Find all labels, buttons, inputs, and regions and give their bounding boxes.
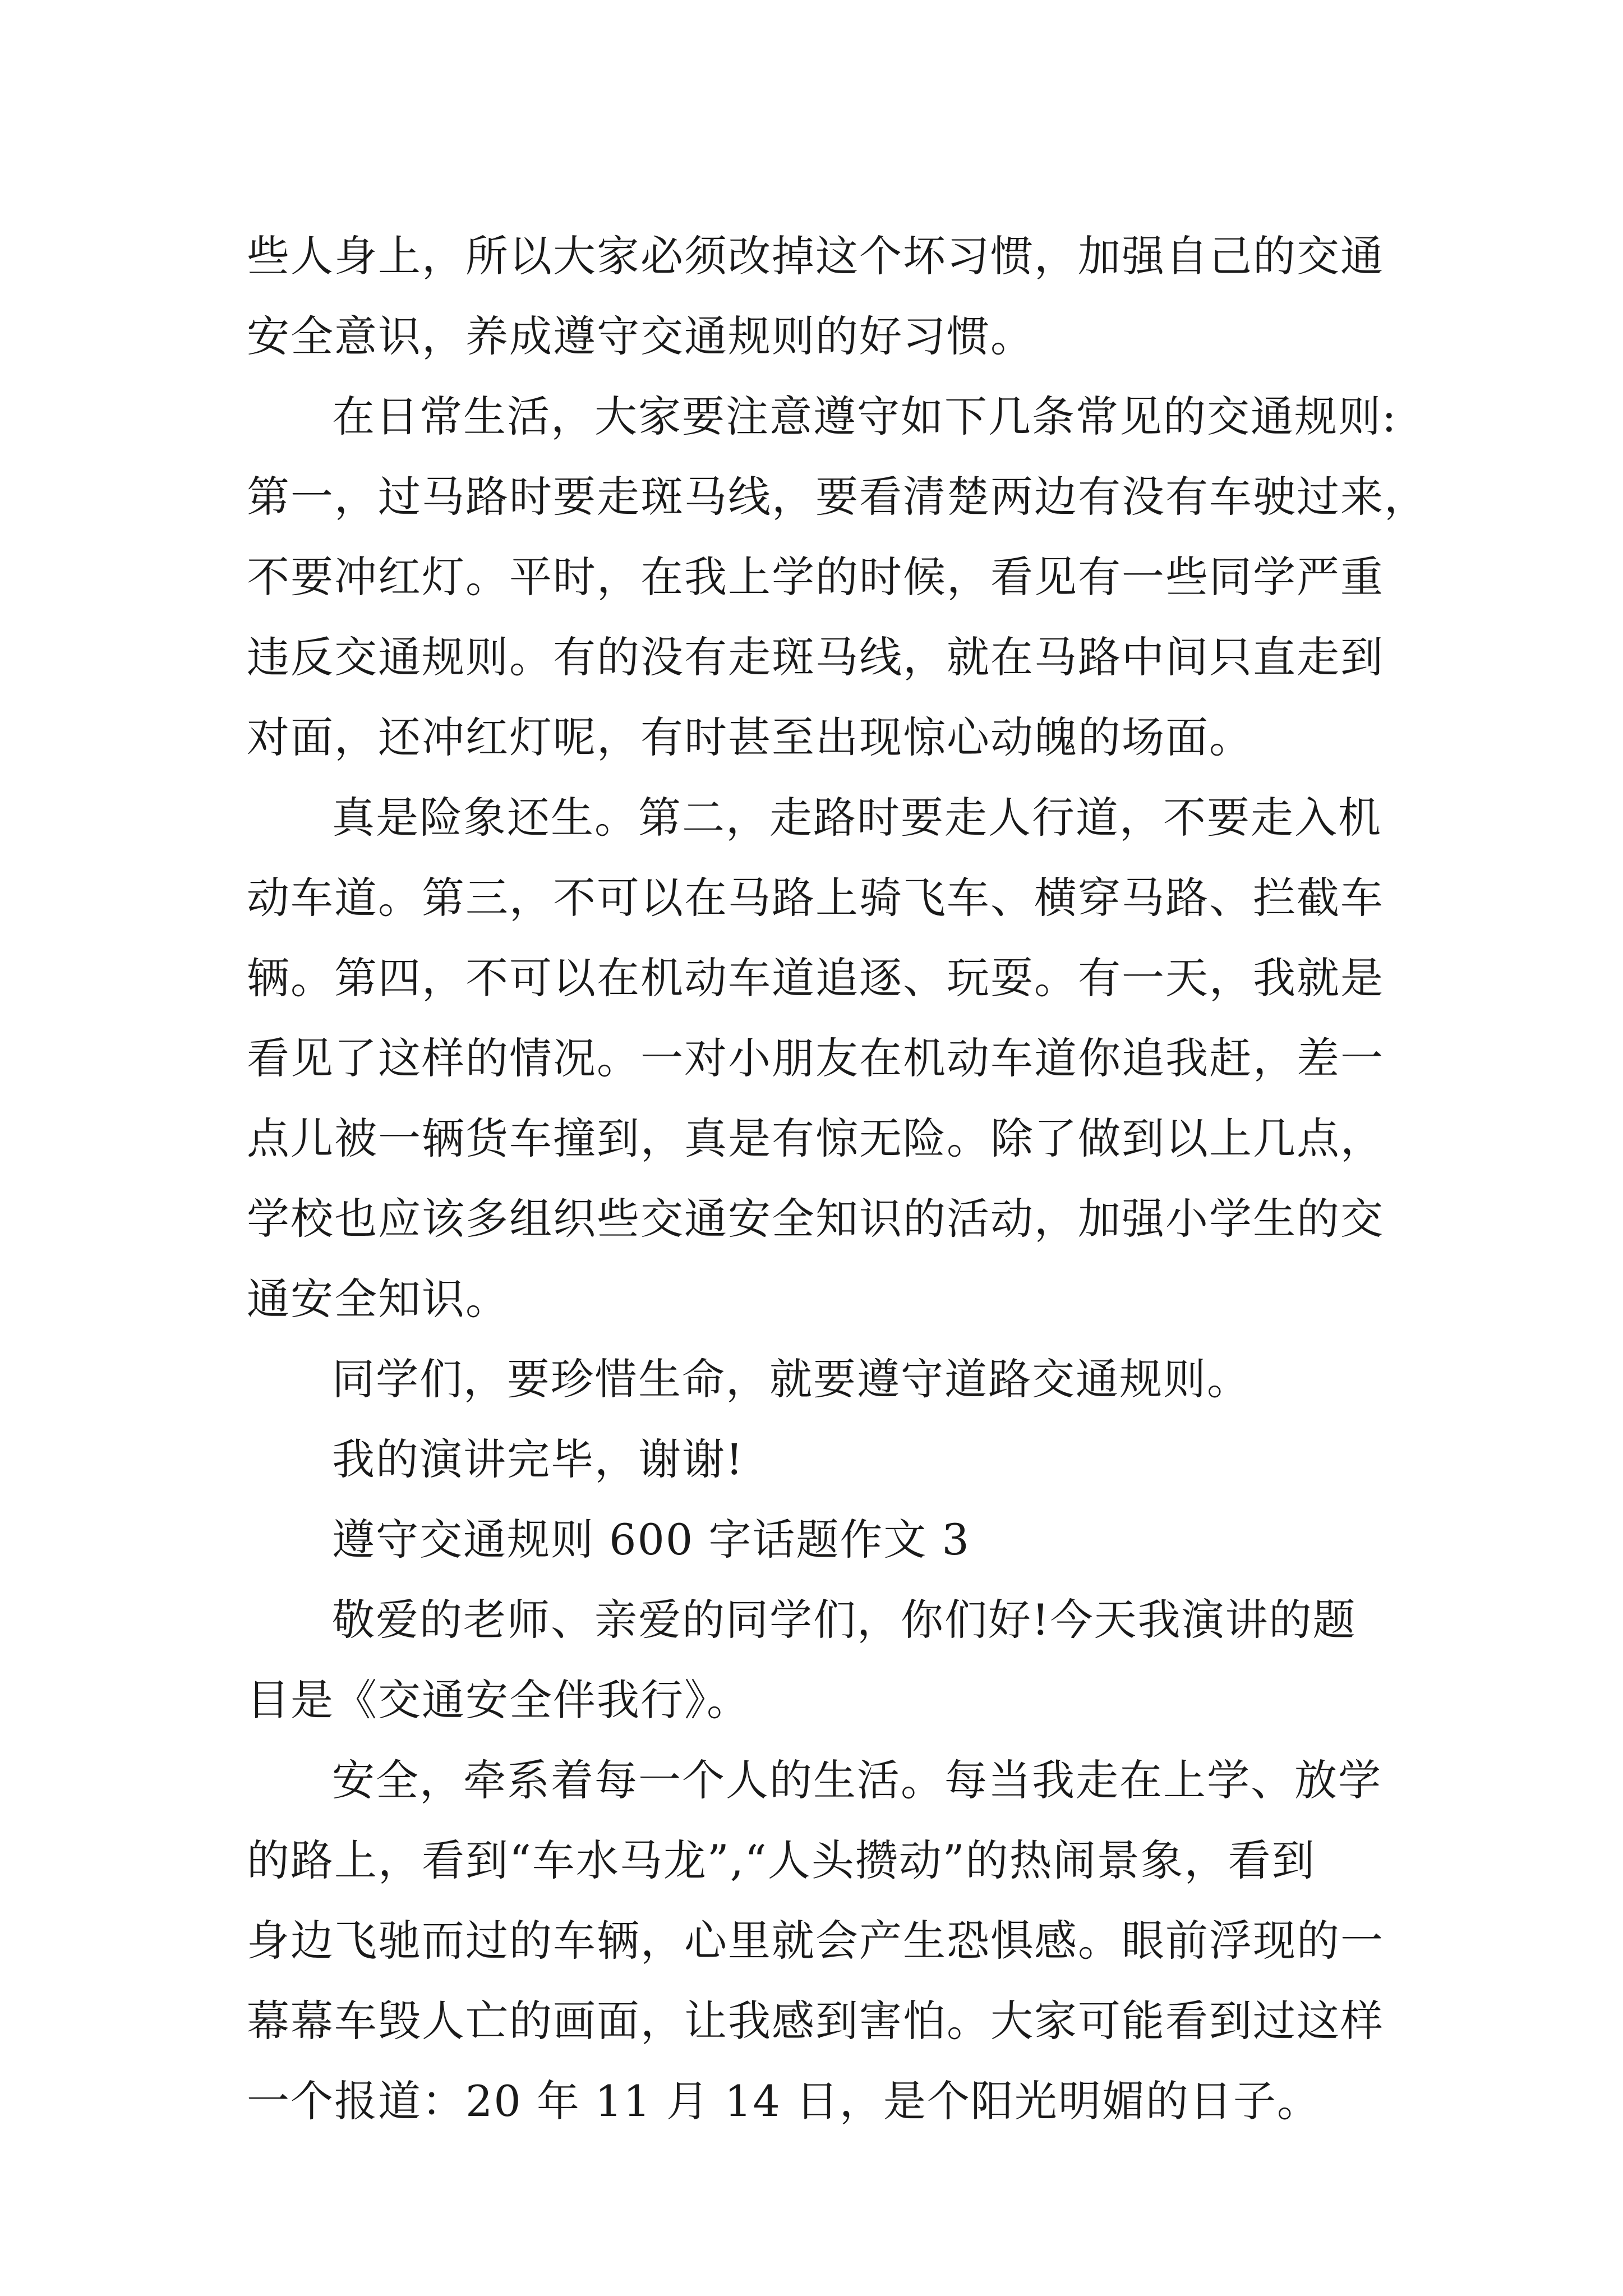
text-line: 些人身上，所以大家必须改掉这个坏习惯，加强自己的交通 [247, 231, 1384, 281]
text-line: 安全意识，养成遵守交通规则的好习惯。 [247, 311, 1034, 361]
text-line: 安全，牵系着每一个人的生活。每当我走在上学、放学 [332, 1755, 1382, 1805]
text-line: 第一，过马路时要走斑马线，要看清楚两边有没有车驶过来， [247, 472, 1428, 522]
text-line: 目是《交通安全伴我行》。 [247, 1675, 750, 1725]
text-line: 不要冲红灯。平时，在我上学的时候，看见有一些同学严重 [247, 552, 1384, 602]
text-line: 违反交通规则。有的没有走斑马线，就在马路中间只直走到 [247, 632, 1384, 682]
text-line: 学校也应该多组织些交通安全知识的活动，加强小学生的交 [247, 1194, 1384, 1244]
text-line: 看见了这样的情况。一对小朋友在机动车道你追我赶，差一 [247, 1033, 1384, 1083]
text-line: 同学们，要珍惜生命，就要遵守道路交通规则。 [332, 1354, 1251, 1404]
text-line: 通安全知识。 [247, 1274, 509, 1324]
text-line: 真是险象还生。第二，走路时要走人行道，不要走入机 [332, 793, 1382, 843]
text-line: 在日常生活，大家要注意遵守如下几条常见的交通规则: [332, 392, 1398, 441]
text-line: 辆。第四，不可以在机动车道追逐、玩耍。有一天，我就是 [247, 953, 1384, 1003]
document-body [247, 216, 1428, 2141]
text-line: 对面，还冲红灯呢，有时甚至出现惊心动魄的场面。 [247, 712, 1253, 762]
text-line: 幕幕车毁人亡的画面，让我感到害怕。大家可能看到过这样 [247, 1996, 1384, 2046]
text-line: 一个报道：20 年 11 月 14 日，是个阳光明媚的日子。 [247, 2076, 1321, 2126]
text-line: 我的演讲完毕，谢谢! [332, 1434, 744, 1484]
text-line: 点儿被一辆货车撞到，真是有惊无险。除了做到以上几点， [247, 1114, 1384, 1163]
text-line: 动车道。第三，不可以在马路上骑飞车、横穿马路、拦截车 [247, 873, 1384, 923]
text-line: 敬爱的老师、亲爱的同学们，你们好!今天我演讲的题 [332, 1595, 1357, 1645]
text-line: 遵守交通规则 600 字话题作文 3 [332, 1515, 970, 1565]
text-line: 的路上，看到“车水马龙”,“人头攒动”的热闹景象，看到 [247, 1835, 1316, 1885]
text-line: 身边飞驰而过的车辆，心里就会产生恐惧感。眼前浮现的一 [247, 1916, 1384, 1966]
